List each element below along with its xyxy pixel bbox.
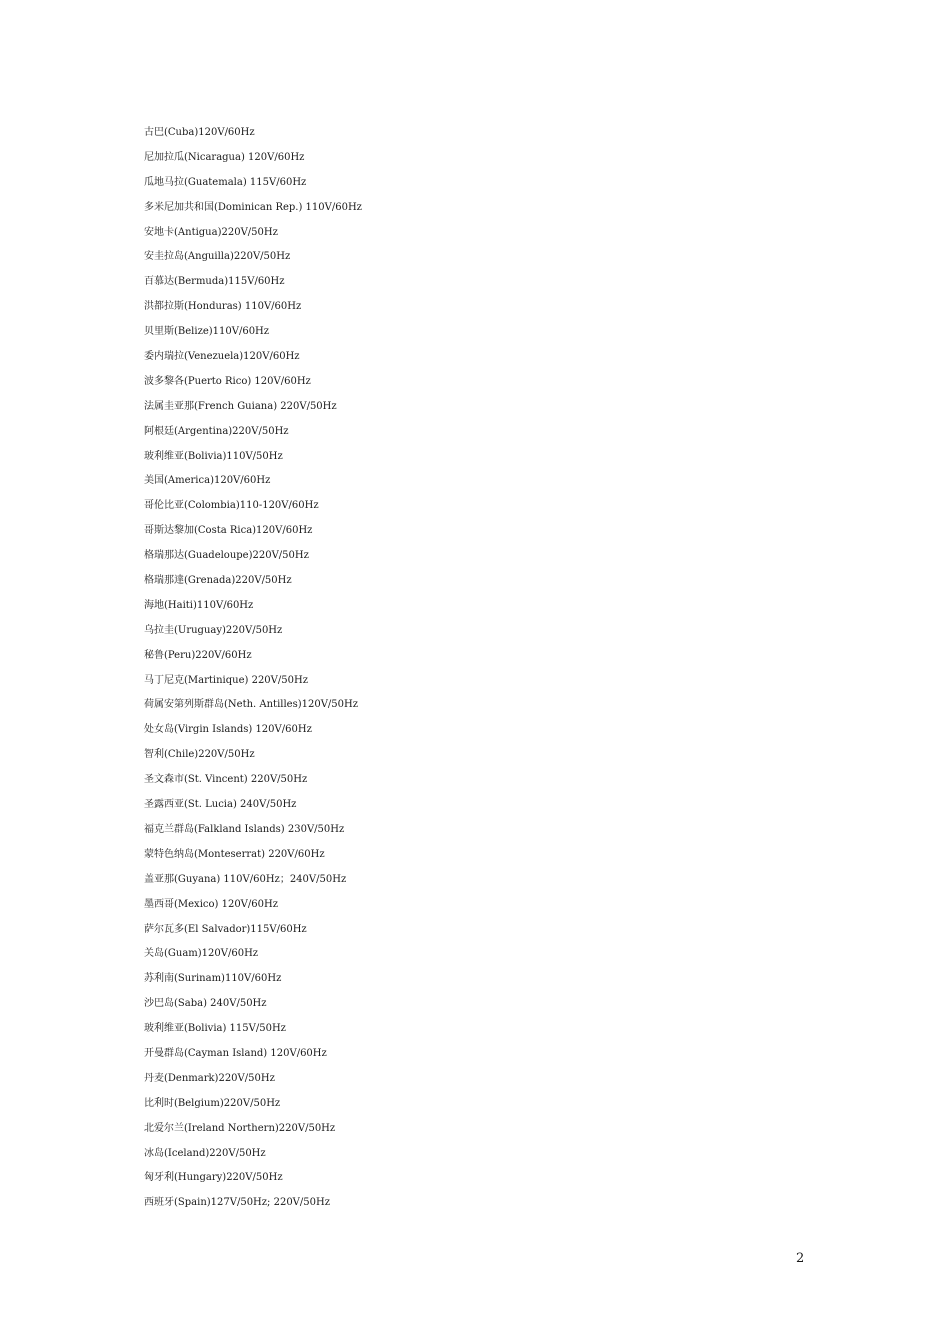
list-item: 福克兰群岛(Falkland Islands) 230V/50Hz (144, 823, 345, 835)
list-item: 格瑞那達(Grenada)220V/50Hz (144, 575, 292, 587)
list-item: 秘鲁(Peru)220V/60Hz (144, 649, 252, 661)
list-item: 智利(Chile)220V/50Hz (144, 749, 255, 761)
list-item: 盖亚那(Guyana) 110V/60Hz；240V/50Hz (144, 873, 347, 885)
list-item: 贝里斯(Belize)110V/60Hz (144, 326, 270, 338)
voltage-list (144, 123, 362, 1218)
list-item: 关岛(Guam)120V/60Hz (144, 948, 259, 960)
list-item: 安地卡(Antigua)220V/50Hz (144, 226, 278, 238)
list-item: 蒙特色纳岛(Monteserrat) 220V/60Hz (144, 848, 325, 860)
list-item: 乌拉圭(Uruguay)220V/50Hz (144, 624, 283, 636)
list-item: 马丁尼克(Martinique) 220V/50Hz (144, 674, 308, 686)
page-number: 2 (796, 1251, 805, 1266)
list-item: 瓜地马拉(Guatemala) 115V/60Hz (144, 176, 307, 188)
list-item: 哥伦比亚(Colombia)110-120V/60Hz (144, 500, 319, 512)
list-item: 安圭拉岛(Anguilla)220V/50Hz (144, 251, 291, 263)
list-item: 处女岛(Virgin Islands) 120V/60Hz (144, 724, 312, 736)
list-item: 圣文森市(St. Vincent) 220V/50Hz (144, 774, 308, 786)
list-item: 多米尼加共和国(Dominican Rep.) 110V/60Hz (144, 201, 362, 213)
list-item: 北爱尔兰(Ireland Northern)220V/50Hz (144, 1122, 336, 1134)
list-item: 萨尔瓦多(El Salvador)115V/60Hz (144, 923, 307, 935)
list-item: 格瑞那达(Guadeloupe)220V/50Hz (144, 550, 309, 562)
list-item: 玻利维亚(Bolivia)110V/50Hz (144, 450, 283, 462)
list-item: 丹麦(Denmark)220V/50Hz (144, 1072, 275, 1084)
list-item: 百慕达(Bermuda)115V/60Hz (144, 276, 285, 288)
list-item: 委内瑞拉(Venezuela)120V/60Hz (144, 351, 300, 363)
list-item: 法属圭亚那(French Guiana) 220V/50Hz (144, 400, 337, 412)
list-item: 冰岛(Iceland)220V/50Hz (144, 1147, 266, 1159)
list-item: 尼加拉瓜(Nicaragua) 120V/60Hz (144, 151, 305, 163)
list-item: 苏利南(Surinam)110V/60Hz (144, 973, 282, 985)
list-item: 美国(America)120V/60Hz (144, 475, 271, 487)
list-item: 海地(Haiti)110V/60Hz (144, 599, 254, 611)
list-item: 哥斯达黎加(Costa Rica)120V/60Hz (144, 525, 313, 537)
list-item: 古巴(Cuba)120V/60Hz (144, 127, 255, 138)
list-item: 比利时(Belgium)220V/50Hz (144, 1097, 281, 1109)
list-item: 圣露西亚(St. Lucia) 240V/50Hz (144, 799, 297, 811)
list-item: 洪都拉斯(Honduras) 110V/60Hz (144, 301, 302, 313)
list-item: 荷属安第列斯群岛(Neth. Antilles)120V/50Hz (144, 699, 359, 711)
list-item: 沙巴岛(Saba) 240V/50Hz (144, 998, 267, 1010)
list-item: 开曼群岛(Cayman Island) 120V/60Hz (144, 1047, 327, 1059)
list-item: 波多黎各(Puerto Rico) 120V/60Hz (144, 375, 311, 387)
list-item: 玻利维亚(Bolivia) 115V/50Hz (144, 1023, 286, 1035)
list-item: 匈牙利(Hungary)220V/50Hz (144, 1172, 283, 1184)
list-item: 墨西哥(Mexico) 120V/60Hz (144, 898, 278, 910)
list-item: 阿根廷(Argentina)220V/50Hz (144, 425, 289, 437)
list-item: 西班牙(Spain)127V/50Hz; 220V/50Hz (144, 1197, 330, 1209)
